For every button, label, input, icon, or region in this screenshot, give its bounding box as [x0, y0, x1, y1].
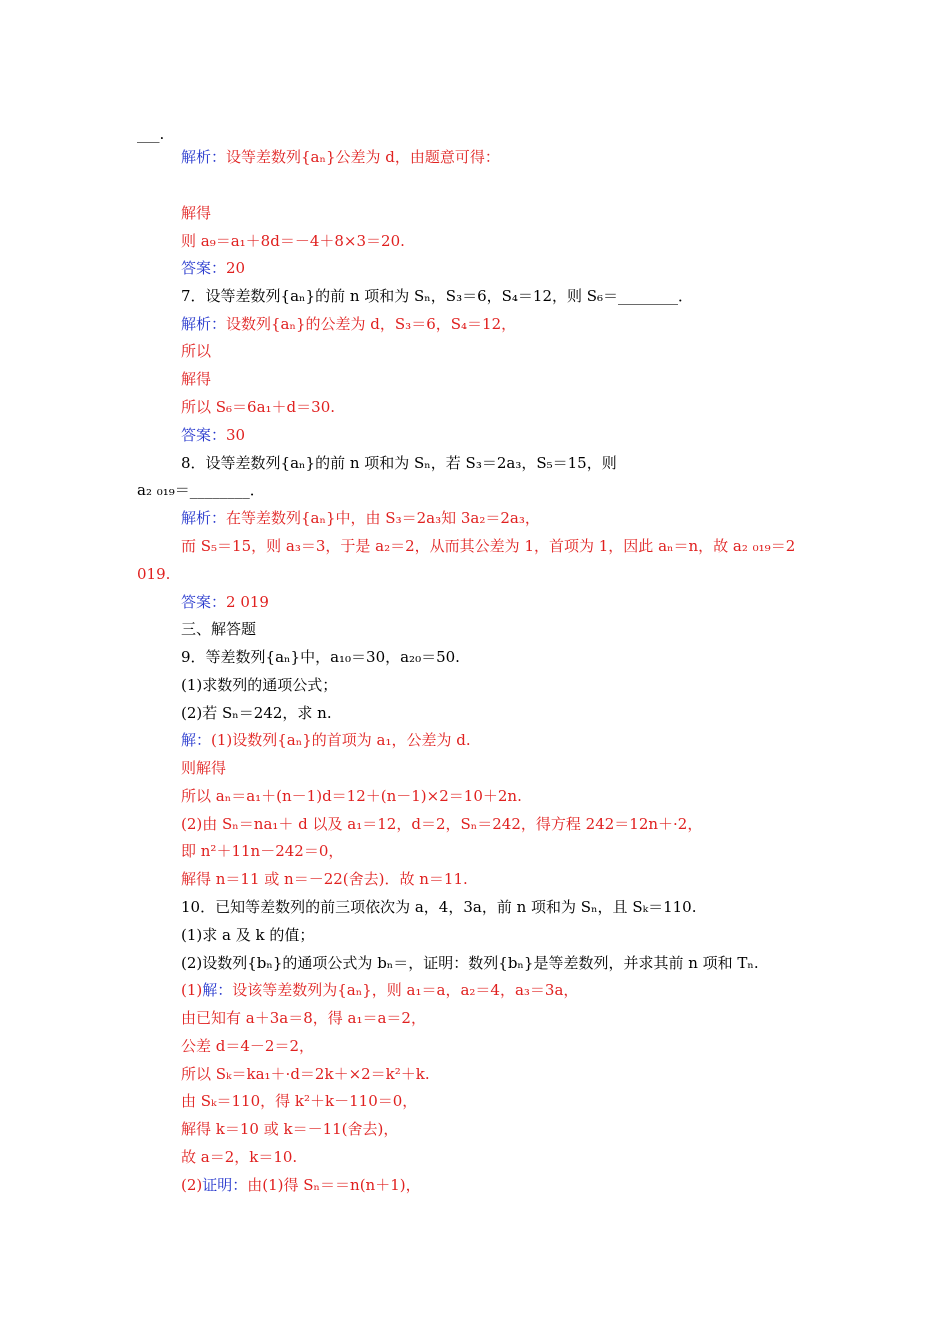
body-text: 所以 Sₖ＝ka₁＋·d＝2k＋×2＝k²＋k.	[181, 1065, 430, 1083]
text-line	[181, 730, 471, 750]
body-text: 2 019	[226, 593, 269, 611]
text-line	[181, 536, 795, 556]
body-text: (2)设数列{bₙ}的通项公式为 bₙ＝，证明：数列{bₙ}是等差数列，并求其前 n 项和 Tₙ.	[181, 954, 759, 972]
label-text: 答案：	[181, 593, 227, 611]
body-text: (1)求数列的通项公式；	[181, 676, 338, 694]
body-text: 由(1)得 Sₙ＝＝n(n＋1)，	[247, 1176, 421, 1194]
body-text: 9．等差数列{aₙ}中，a₁₀＝30，a₂₀＝50.	[181, 648, 460, 666]
text-line	[181, 258, 245, 278]
body-text: (2)由 Sₙ＝na₁＋ d 以及 a₁＝12，d＝2，Sₙ＝242，得方程 242＝12n＋·2，	[181, 815, 703, 833]
body-text: a₂ ₀₁₉＝________．	[137, 481, 265, 499]
text-line	[181, 814, 702, 834]
body-text: 故 a＝2，k＝10.	[181, 1148, 298, 1166]
text-line	[181, 592, 269, 612]
body-text: 7．设等差数列{aₙ}的前 n 项和为 Sₙ，S₃＝6，S₄＝12，则 S₆＝________．	[181, 287, 694, 305]
text-line	[181, 1119, 398, 1139]
body-text: 解得 k＝10 或 k＝－11(舍去)，	[181, 1120, 399, 1138]
text-line	[181, 369, 211, 389]
body-text: 由 Sₖ＝110，得 k²＋k－110＝0，	[181, 1092, 418, 1110]
body-text: 所以	[181, 342, 212, 360]
text-line	[181, 397, 335, 417]
body-text: 在等差数列{aₙ}中，由 S₃＝2a₃知 3a₂＝2a₃，	[226, 509, 540, 527]
label-text: 解：	[202, 981, 233, 999]
label-text: 解：	[181, 731, 212, 749]
label-text: 答案：	[181, 426, 227, 444]
text-line	[181, 1064, 430, 1084]
body-text: (1)设数列{aₙ}的首项为 a₁，公差为 d.	[211, 731, 471, 749]
body-text: 即 n²＋11n－242＝0，	[181, 842, 344, 860]
body-text: 设等差数列{aₙ}公差为 d，由题意可得：	[226, 148, 500, 166]
label-text: 证明：	[202, 1176, 248, 1194]
text-line	[181, 675, 337, 695]
text-line	[181, 453, 617, 473]
text-line	[181, 786, 522, 806]
body-text: 解得	[181, 370, 212, 388]
text-line	[181, 953, 759, 973]
text-line	[181, 897, 696, 917]
text-line	[181, 314, 516, 334]
body-text: 三、解答题	[181, 620, 257, 638]
label-text: 解析：	[181, 315, 227, 333]
text-line	[181, 1147, 297, 1167]
text-line	[181, 1036, 314, 1056]
text-line	[181, 341, 211, 361]
label-text: 答案：	[181, 259, 227, 277]
body-text: 解得	[181, 204, 212, 222]
body-text: 8．设等差数列{aₙ}的前 n 项和为 Sₙ，若 S₃＝2a₃，S₅＝15，则	[181, 454, 617, 472]
body-text: 设该等差数列为{aₙ}，则 a₁＝a，a₂＝4，a₃＝3a，	[232, 981, 579, 999]
body-text: 则解得	[181, 759, 227, 777]
body-text: 30	[226, 426, 246, 444]
text-line	[181, 203, 211, 223]
text-line	[137, 124, 164, 144]
text-line	[181, 1175, 421, 1195]
body-text: (2)若 Sₙ＝242，求 n.	[181, 704, 332, 722]
label-text: 解析：	[181, 509, 227, 527]
body-text: (2)	[181, 1176, 203, 1194]
body-text: 019.	[137, 565, 171, 583]
body-text: 公差 d＝4－2＝2，	[181, 1037, 315, 1055]
text-line	[181, 758, 226, 778]
text-line	[181, 508, 540, 528]
text-line	[181, 869, 468, 889]
text-line	[181, 425, 245, 445]
body-text: (1)	[181, 981, 203, 999]
body-text: 解得 n＝11 或 n＝－22(舍去)．故 n＝11.	[181, 870, 468, 888]
text-line	[181, 925, 314, 945]
text-line	[181, 1008, 426, 1028]
text-line	[181, 841, 343, 861]
text-line	[181, 286, 693, 306]
text-line	[181, 980, 578, 1000]
text-line	[181, 231, 405, 251]
body-text: (1)求 a 及 k 的值；	[181, 926, 315, 944]
body-text: 而 S₅＝15，则 a₃＝3，于是 a₂＝2，从而其公差为 1，首项为 1，因此 aₙ＝n，故 a₂ ₀₁₉＝2	[181, 537, 796, 555]
text-line	[181, 703, 332, 723]
body-text: 所以 aₙ＝a₁＋(n－1)d＝12＋(n－1)×2＝10＋2n.	[181, 787, 522, 805]
body-text: 设数列{aₙ}的公差为 d，S₃＝6，S₄＝12，	[226, 315, 517, 333]
body-text: 10．已知等差数列的前三项依次为 a，4，3a，前 n 项和为 Sₙ，且 Sₖ＝110.	[181, 898, 697, 916]
body-text: 由已知有 a＋3a＝8，得 a₁＝a＝2，	[181, 1009, 426, 1027]
body-text: 所以 S₆＝6a₁＋d＝30.	[181, 398, 336, 416]
label-text: 解析：	[181, 148, 227, 166]
body-text: ___.	[137, 125, 165, 143]
text-line	[181, 619, 256, 639]
body-text: 20	[226, 259, 246, 277]
text-line	[137, 480, 265, 500]
text-line	[181, 647, 460, 667]
text-line	[181, 1091, 417, 1111]
text-line	[181, 147, 500, 167]
text-line	[137, 564, 170, 584]
body-text: 则 a₉＝a₁＋8d＝－4＋8×3＝20.	[181, 232, 405, 250]
